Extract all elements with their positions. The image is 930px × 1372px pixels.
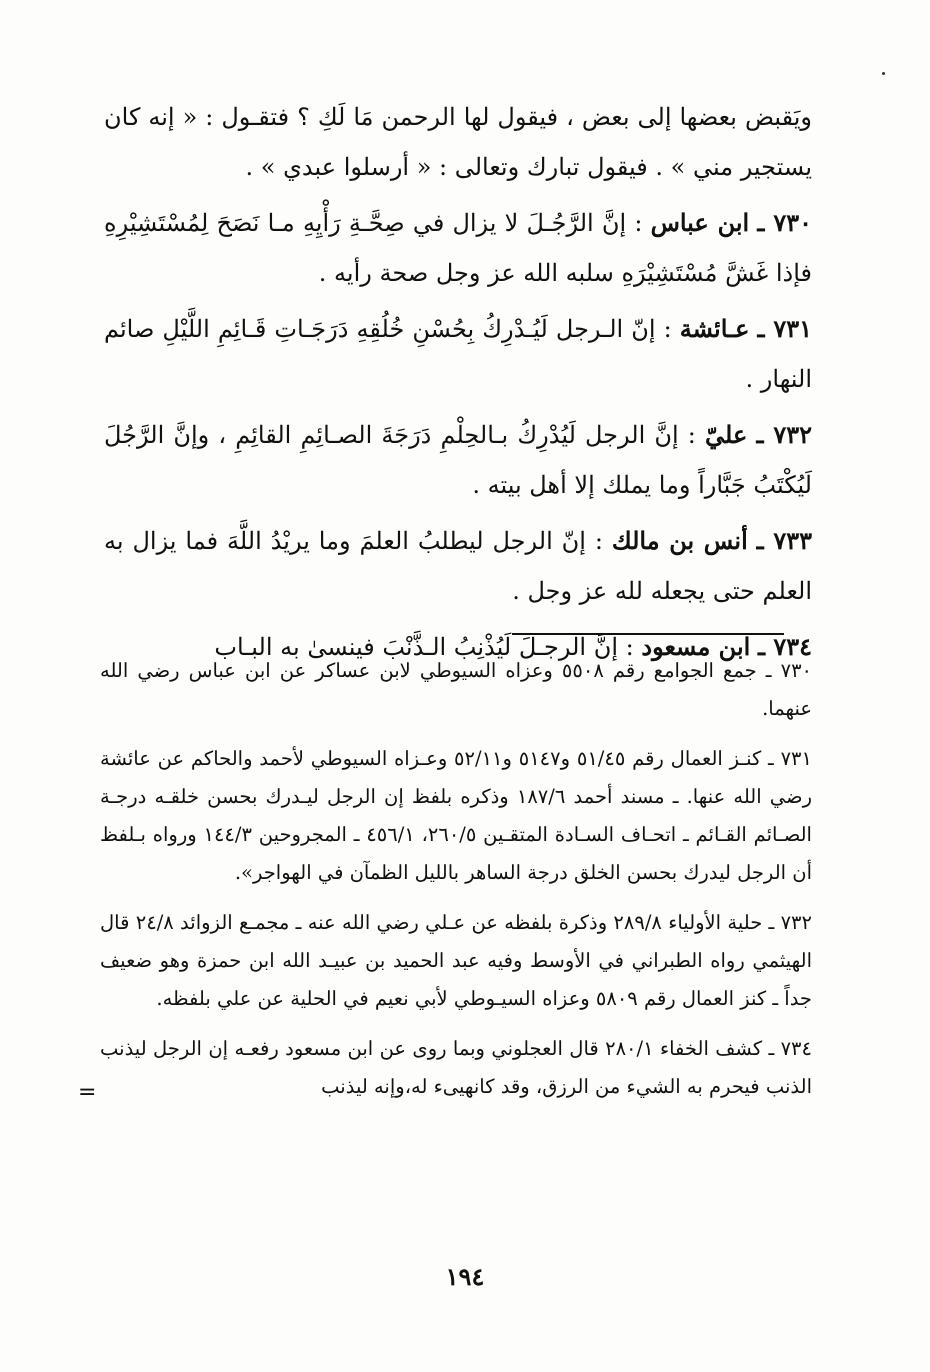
entry-732 (104, 410, 812, 510)
entry-text: : إنَّ الرجل لَيُدْرِكُ بـالحِلْمِ دَرَجَةَ الصـائِمِ القائِمِ ، وإنَّ الرَّجُلَ لَيُكْتَبُ جَبَّاراً وما يملك إلا أهل بيته . (104, 421, 812, 499)
entry-number: ٧٣٠ ـ (757, 208, 812, 237)
narrator-name: عليّ (705, 420, 748, 449)
entry-number: ٧٣١ ـ (757, 314, 812, 343)
entry-730 (104, 198, 812, 298)
entry-733 (104, 516, 812, 616)
page-number: ١٩٤ (445, 1262, 485, 1291)
footnote-divider (512, 633, 784, 635)
scan-speck (882, 72, 885, 75)
footnotes (78, 652, 813, 1118)
narrator-name: ابن عباس (650, 208, 750, 237)
continuation-mark: = (78, 1080, 97, 1105)
narrator-name: أنس بن مالك (611, 526, 748, 555)
entry-731 (104, 304, 812, 404)
entry-number: ٧٣٤ ـ (757, 632, 812, 661)
footnote-732: ٧٣٢ ـ حلية الأولياء ٢٨٩/٨ وذكرة بلفظه عن عـلي رضي الله عنه ـ مجمـع الزوائد ٢٤/٨ قال الهيثمي رواه الطبراني في الأوسط وفيه عبد الحميد بن عبيـد الله ابن حمزة وهو ضعيف جداً ـ كنز العمال رقم ٥٨٠٩ وعزاه السيـوطي لأبي نعيم في الحلية عن علي بلفظه. (100, 911, 812, 1010)
main-text (104, 92, 812, 678)
footnote-734: ٧٣٤ ـ كشف الخفاء ٢٨٠/١ قال العجلوني وبما روى عن ابن مسعود رفعـه إن الرجل ليذنب الذنب فيحرم به الشيء من الرزق، وقد كانهيىء له،وإنه ليذنب (100, 1037, 812, 1098)
entry-text: : إنَّ الرجـلَ لَيُذْنِبُ الـذَّنْبَ فينسىٰ به البـاب (214, 633, 634, 661)
narrator-name: عـائشة (679, 314, 750, 343)
entry-text: : إنّ الـرجل لَيُـدْرِكُ بِحُسْنِ خُلُقِهِ دَرَجَـاتِ قَـائِمِ اللَّيْلِ صائم النهار . (104, 315, 812, 393)
narrator-name: ابن مسعود (641, 632, 751, 661)
entry-text: : إنَّ الرَّجُـلَ لا يزال في صِحَّـةِ رَأْيِهِ مـا نَصَحَ لِمُسْتَشِيْرِهِ فإذا غَشَّ مُسْتَشِيْرَهِ سلبه الله عز وجل صحة رأيه . (104, 209, 812, 287)
entry-number: ٧٣٣ ـ (756, 526, 812, 555)
footnote-730: ٧٣٠ ـ جمع الجوامع رقم ٥٥٠٨ وعزاه السيوطي لابن عساكر عن ابن عباس رضي الله عنهما. (100, 659, 813, 720)
entry-text: : إنّ الرجل ليطلبُ العلمَ وما يريْدُ اللَّهَ فما يزال به العلم حتى يجعله لله عز وجل . (104, 527, 812, 605)
footnote-731: ٧٣١ ـ كنـز العمال رقم ٥١/٤٥ و٥١٤٧ و٥٢/١١ وعـزاه السيوطي لأحمد والحاكم عن عائشة رضي الله عنها. ـ مسند أحمد ١٨٧/٦ وذكره بلفظ إن الرجل ليـدرك بحسن خلقـه درجـة الصـائم القـائم ـ اتحـاف السـادة المتقـين ٢٦٠/٥، ٤٥٦/١ ـ المجروحين ١٤٤/٣ ورواه بـلفظ أن الرجل ليدرك بحسن الخلق درجة الساهر بالليل الظمآن في الهواجر». (100, 747, 813, 884)
intro-paragraph: ويَقبض بعضها إلى بعض ، فيقول لها الرحمن مَا لَكِ ؟ فتقـول : « إنه كان يستجير مني » . فيقول تبارك وتعالى : « أرسلوا عبدي » . (104, 103, 813, 181)
entry-number: ٧٣٢ ـ (756, 420, 813, 449)
footnote-734-wrapper (78, 1030, 812, 1106)
